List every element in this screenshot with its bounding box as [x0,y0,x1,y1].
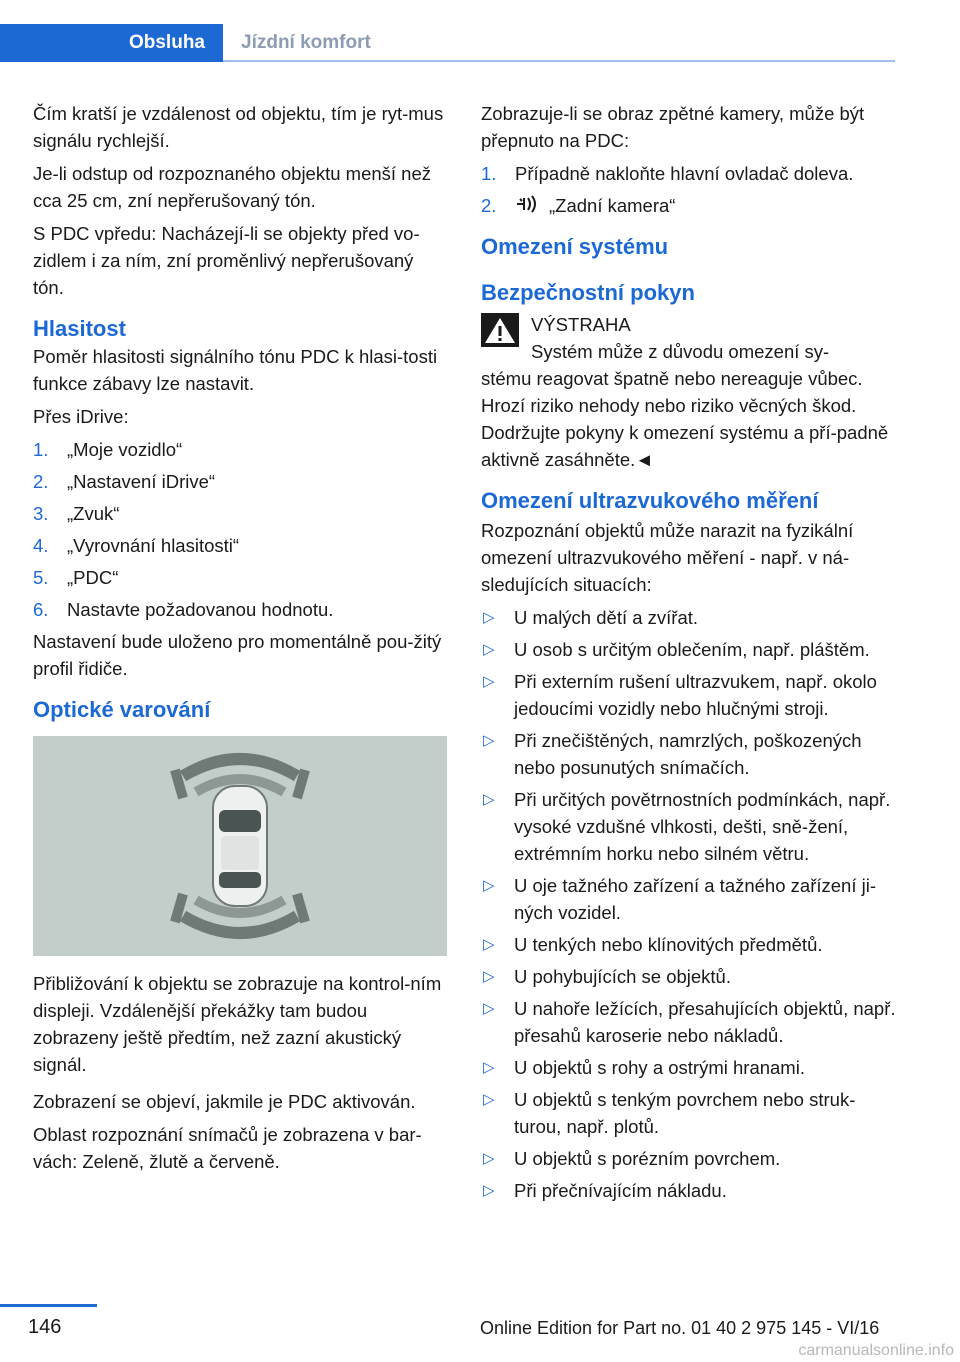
left-column [33,100,447,1181]
bullet-text: U oje tažného zařízení a tažného zařízení ji‐ných vozidel. [514,874,876,923]
paragraph: Čím kratší je vzdálenost od objektu, tím je ryt‐mus signálu rychlejší. [33,103,444,151]
list-item [33,468,447,495]
bullet-icon: ▷ [483,1181,495,1199]
bullet-text: U objektů s porézním povrchem. [514,1147,781,1169]
pdc-sensor-icon [515,194,549,221]
paragraph: Přes iDrive: [33,406,129,427]
list-item [481,727,897,781]
heading-opticke-varovani: Optické varování [33,697,211,722]
bullet-text: Při externím rušení ultrazvukem, např. okolo jedoucími vozidly nebo hlučnými stroji. [514,670,877,719]
step-text: „Zadní kamera“ [549,195,676,216]
bullet-text: Při určitých povětrnostních podmínkách, např. vysoké vzdušné vlhkosti, dešti, sně‐žení, extrémním horku nebo silném větru. [514,788,891,864]
tab-jizdni-komfort-label: Jízdní komfort [241,32,371,53]
heading-bezpecnostni-pokyn: Bezpečnostní pokyn [481,279,695,305]
bullet-icon: ▷ [483,608,495,626]
step-number: 1. [481,163,497,184]
step-text: „Vyrovnání hlasitosti“ [67,535,240,556]
bullet-text: U nahoře ležících, přesahujících objektů, např. přesahů karoserie nebo nákladů. [514,997,896,1046]
bullet-icon: ▷ [483,672,495,690]
paragraph: Přibližování k objektu se zobrazuje na kontrol‐ním displeji. Vzdálenější překážky tam budou zobrazeny ještě předtím, než zazní akustický signál. [33,973,442,1075]
bullet-icon: ▷ [483,999,495,1017]
bullet-icon: ▷ [483,790,495,808]
list-item [481,1177,897,1204]
warning-text: stému reagovat špatně nebo nereaguje vůbec. Hrozí riziko nehody nebo riziko věcných škod. Dodržujte pokyny k omezení systému a pří‐padně aktivně zasáhněte.◄ [481,367,889,470]
warning-triangle-icon [481,313,519,347]
header-underline [223,60,895,62]
pdc-illustration [33,736,447,956]
step-number: 4. [33,535,49,556]
bullet-icon: ▷ [483,640,495,658]
warning-block [481,311,897,365]
list-item [481,668,897,722]
list-item [33,564,447,591]
list-item [33,596,447,623]
bullet-text: U objektů s tenkým povrchem nebo struk‐turou, např. plotů. [514,1088,856,1137]
paragraph: Zobrazuje-li se obraz zpětné kamery, může být přepnuto na PDC: [481,103,865,151]
bullet-text: U objektů s rohy a ostrými hranami. [514,1056,805,1078]
step-text: Případně nakloňte hlavní ovladač doleva. [515,163,854,184]
step-text: „Zvuk“ [67,503,120,524]
step-number: 1. [33,439,49,460]
step-number: 5. [33,567,49,588]
bullet-icon: ▷ [483,876,495,894]
step-text: „Moje vozidlo“ [67,439,183,460]
idrive-steps [33,436,447,623]
bullet-text: U malých dětí a zvířat. [514,606,699,628]
tab-obsluha[interactable] [0,24,223,62]
list-item [33,500,447,527]
list-item [481,1145,897,1172]
tab-obsluha-label: Obsluha [128,32,205,53]
bullet-icon: ▷ [483,1090,495,1108]
warning-line: Systém může z důvodu omezení sy‐ [531,340,830,362]
bullet-text: U tenkých nebo klínovitých předmětů. [514,933,823,955]
bullet-icon: ▷ [483,1058,495,1076]
bullet-text: U osob s určitým oblečením, např. pláštěm. [514,638,870,660]
paragraph: Zobrazení se objeví, jakmile je PDC aktivován. [33,1091,416,1112]
bullet-icon: ▷ [483,967,495,985]
step-text: „PDC“ [67,567,119,588]
step-text: Nastavte požadovanou hodnotu. [67,599,334,620]
bullet-icon: ▷ [483,731,495,749]
heading-omezeni-systemu: Omezení systému [481,233,669,259]
step-number: 6. [33,599,49,620]
paragraph: Oblast rozpoznání snímačů je zobrazena v bar‐vách: Zeleně, žlutě a červeně. [33,1124,422,1172]
bullet-text: Při přečnívajícím nákladu. [514,1179,727,1201]
list-item [481,931,897,958]
list-item [481,963,897,990]
paragraph: S PDC vpředu: Nacházejí-li se objekty před vo‐zidlem i za ním, zní proměnlivý nepřerušovaný tón. [33,223,420,298]
step-text: „Nastavení iDrive“ [67,471,216,492]
page-number-rule [0,1304,97,1307]
paragraph: Rozpoznání objektů může narazit na fyzikální omezení ultrazvukového měření - např. v ná‐sledujících situacích: [481,519,854,595]
list-item [481,995,897,1049]
tab-jizdni-komfort[interactable] [223,24,895,62]
list-item [481,1086,897,1140]
bullet-icon: ▷ [483,935,495,953]
step-number: 2. [33,471,49,492]
right-column [481,100,897,1209]
list-item [481,636,897,663]
bullet-icon: ▷ [483,1149,495,1167]
list-item [481,604,897,631]
step-number: 2. [481,195,497,216]
paragraph: Je-li odstup od rozpoznaného objektu menší než cca 25 cm, zní nepřerušovaný tón. [33,163,432,211]
step-number: 3. [33,503,49,524]
page-number: 146 [28,1316,62,1338]
limitations-list [481,604,897,1204]
list-item [33,436,447,463]
paragraph: Poměr hlasitosti signálního tónu PDC k hlasi‐tosti funkce zábavy lze nastavit. [33,346,438,394]
list-item [481,872,897,926]
list-item [481,192,897,221]
watermark: carmanualsonline.info [798,1342,954,1359]
list-item [33,532,447,559]
camera-steps [481,160,897,221]
list-item [481,160,897,187]
heading-omezeni-ultrazvukoveho-mereni: Omezení ultrazvukového měření [481,487,819,513]
list-item [481,786,897,867]
bullet-text: Při znečištěných, namrzlých, poškozených nebo posunutých snímačích. [514,729,862,778]
list-item [481,1054,897,1081]
pdc-car-graphic [33,736,447,956]
footer-edition: Online Edition for Part no. 01 40 2 975 145 - VI/16 [480,1318,880,1338]
warning-title: VÝSTRAHA [531,313,631,335]
bullet-text: U pohybujících se objektů. [514,965,731,987]
heading-hlasitost: Hlasitost [33,316,126,341]
paragraph: Nastavení bude uloženo pro momentálně pou‐žitý profil řidiče. [33,631,442,679]
